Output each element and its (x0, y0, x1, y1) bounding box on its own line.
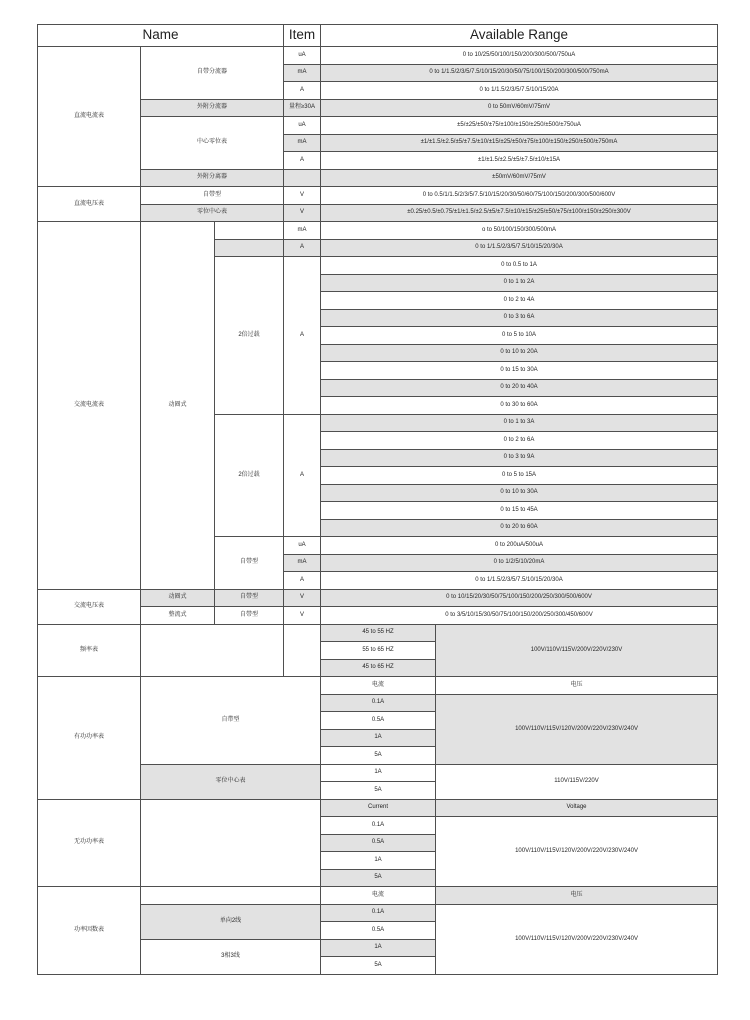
table-cell: 45 to 65 HZ (321, 659, 436, 677)
table-row (38, 47, 718, 65)
table-cell: 0 to 1/2/5/10/20mA (321, 554, 718, 572)
table-cell: 有功功率表 (38, 677, 141, 800)
table-cell: uA (284, 117, 321, 135)
table-cell (215, 239, 284, 257)
table-cell: 0.5A (321, 922, 436, 940)
table-cell: 0.5A (321, 712, 436, 730)
table-cell: Voltage (436, 799, 718, 817)
table-row (38, 677, 718, 695)
table-cell: 自带型 (141, 187, 284, 205)
table-cell: 0 to 1/1.5/2/3/5/7.5/10/15/20/30/50/75/100/150/200/300/500/750mA (321, 64, 718, 82)
table-cell: 0 to 1 to 2A (321, 274, 718, 292)
table-cell: 自带型 (215, 537, 284, 590)
table-cell: 自带型 (215, 589, 284, 607)
table-cell: A (284, 414, 321, 537)
table-cell: 0 to 5 to 15A (321, 467, 718, 485)
table-cell: 0 to 1/1.5/2/3/5/7.5/10/15/20A (321, 82, 718, 100)
table-cell: 动圈式 (141, 589, 215, 607)
table-cell: 电流 (321, 677, 436, 695)
table-row (38, 589, 718, 607)
table-cell: 自带型 (215, 607, 284, 625)
table-cell: 0 to 50mV/60mV/75mV (321, 99, 718, 117)
meter-spec-table (37, 24, 718, 975)
table-cell: mA (284, 554, 321, 572)
table-cell: 无功功率表 (38, 799, 141, 887)
table-cell: ±1/±1.5/±2.5/±5/±7.5/±10/±15/±25/±50/±75/±100/±150/±250/±500/±750mA (321, 134, 718, 152)
table-cell: V (284, 204, 321, 222)
table-cell: 自带型 (141, 677, 321, 765)
header-cell: Name (38, 25, 284, 47)
table-cell: V (284, 187, 321, 205)
table-cell: 自带分流器 (141, 47, 284, 100)
table-cell: 1A (321, 939, 436, 957)
table-cell: 0.1A (321, 694, 436, 712)
table-cell: 单向2线 (141, 904, 321, 939)
table-cell: 0 to 10/15/20/30/50/75/100/150/200/250/300/500/600V (321, 589, 718, 607)
table-cell: 0 to 15 to 45A (321, 502, 718, 520)
table-cell: uA (284, 537, 321, 555)
table-cell: 0 to 0.5/1/1.5/2/3/5/7.5/10/15/20/30/50/60/75/100/150/200/300/500/600V (321, 187, 718, 205)
table-cell: 整流式 (141, 607, 215, 625)
table-head (38, 25, 718, 47)
table-cell: 5A (321, 782, 436, 800)
table-cell: 100V/110V/115V/200V/220V/230V (436, 624, 718, 677)
table-cell: 0 to 1 to 3A (321, 414, 718, 432)
table-cell: 1A (321, 764, 436, 782)
table-cell: 0 to 15 to 30A (321, 362, 718, 380)
table-body (38, 47, 718, 975)
table-cell: 0 to 200uA/500uA (321, 537, 718, 555)
table-cell (215, 222, 284, 240)
table-cell: A (284, 572, 321, 590)
table-cell: 0 to 0.5 to 1A (321, 257, 718, 275)
table-cell: 3相3线 (141, 939, 321, 974)
table-row (38, 187, 718, 205)
table-cell: 5A (321, 957, 436, 975)
table-cell: 电流 (321, 887, 436, 905)
header-row (38, 25, 718, 47)
table-cell: 0 to 2 to 6A (321, 432, 718, 450)
table-cell: 电压 (436, 677, 718, 695)
table-cell: 2倍过载 (215, 257, 284, 415)
table-cell: 45 to 55 HZ (321, 624, 436, 642)
table-cell: A (284, 82, 321, 100)
table-cell: V (284, 607, 321, 625)
table-cell: 交流电压表 (38, 589, 141, 624)
table-cell: 中心零位表 (141, 117, 284, 170)
table-cell: A (284, 152, 321, 170)
table-cell: 0.1A (321, 904, 436, 922)
table-cell (284, 624, 321, 677)
table-cell: 1A (321, 852, 436, 870)
table-cell: ±0.25/±0.5/±0.75/±1/±1.5/±2.5/±5/±7.5/±10/±15/±25/±50/±75/±100/±150/±250/±300V (321, 204, 718, 222)
table-cell: 零位中心表 (141, 764, 321, 799)
table-cell: 110V/115V/220V (436, 764, 718, 799)
table-cell: 交流电流表 (38, 222, 141, 590)
table-cell: ±5/±25/±50/±75/±100/±150/±250/±500/±750uA (321, 117, 718, 135)
table-cell: o to 50/100/150/300/500mA (321, 222, 718, 240)
table-cell: 0 to 2 to 4A (321, 292, 718, 310)
table-cell: 100V/110V/115V/120V/200V/220V/230V/240V (436, 694, 718, 764)
table-cell (141, 887, 321, 905)
table-row (38, 222, 718, 240)
table-cell: 频率表 (38, 624, 141, 677)
table-cell: 0.1A (321, 817, 436, 835)
table-cell: 0.5A (321, 834, 436, 852)
table-row (38, 624, 718, 642)
table-cell: 外附分流器 (141, 99, 284, 117)
table-cell: 0 to 3 to 9A (321, 449, 718, 467)
table-cell: 0 to 1/1.5/2/3/5/7.5/10/15/20/30A (321, 572, 718, 590)
table-cell: 零位中心表 (141, 204, 284, 222)
table-cell (141, 799, 321, 887)
table-cell: 功率因数表 (38, 887, 141, 975)
table-cell: 100V/110V/115V/120V/200V/220V/230V/240V (436, 817, 718, 887)
table-cell: ±1/±1.5/±2.5/±5/±7.5/±10/±15A (321, 152, 718, 170)
table-row (38, 887, 718, 905)
table-cell: 0 to 1/1.5/2/3/5/7.5/10/15/20/30A (321, 239, 718, 257)
table-cell: mA (284, 222, 321, 240)
table-cell: ±50mV/60mV/75mV (321, 169, 718, 187)
table-cell: A (284, 239, 321, 257)
table-cell: 0 to 20 to 40A (321, 379, 718, 397)
table-cell: 量程≥30A (284, 99, 321, 117)
table-cell: 55 to 65 HZ (321, 642, 436, 660)
table-cell: 0 to 10/25/50/100/150/200/300/500/750uA (321, 47, 718, 65)
table-cell: 0 to 5 to 10A (321, 327, 718, 345)
table-cell: V (284, 589, 321, 607)
table-cell: 直流电压表 (38, 187, 141, 222)
table-cell: 0 to 30 to 60A (321, 397, 718, 415)
header-cell: Available Range (321, 25, 718, 47)
table-row (38, 799, 718, 817)
table-cell: mA (284, 134, 321, 152)
table-cell: 直流电流表 (38, 47, 141, 187)
table-cell: 5A (321, 747, 436, 765)
table-cell: A (284, 257, 321, 415)
table-cell: mA (284, 64, 321, 82)
table-cell: 5A (321, 869, 436, 887)
header-cell: Item (284, 25, 321, 47)
table-cell: 0 to 20 to 60A (321, 519, 718, 537)
table-cell: 100V/110V/115V/120V/200V/220V/230V/240V (436, 904, 718, 974)
table-cell: 0 to 3 to 6A (321, 309, 718, 327)
table-cell (284, 169, 321, 187)
table-cell: 电压 (436, 887, 718, 905)
table-cell (141, 624, 284, 677)
table-cell: 外附分离器 (141, 169, 284, 187)
table-cell: uA (284, 47, 321, 65)
table-cell: 0 to 3/5/10/15/30/50/75/100/150/200/250/300/450/600V (321, 607, 718, 625)
table-cell: 0 to 10 to 20A (321, 344, 718, 362)
table-cell: 动圈式 (141, 222, 215, 590)
table-cell: 1A (321, 729, 436, 747)
table-cell: 0 to 10 to 30A (321, 484, 718, 502)
table-cell: Current (321, 799, 436, 817)
table-cell: 2倍过载 (215, 414, 284, 537)
